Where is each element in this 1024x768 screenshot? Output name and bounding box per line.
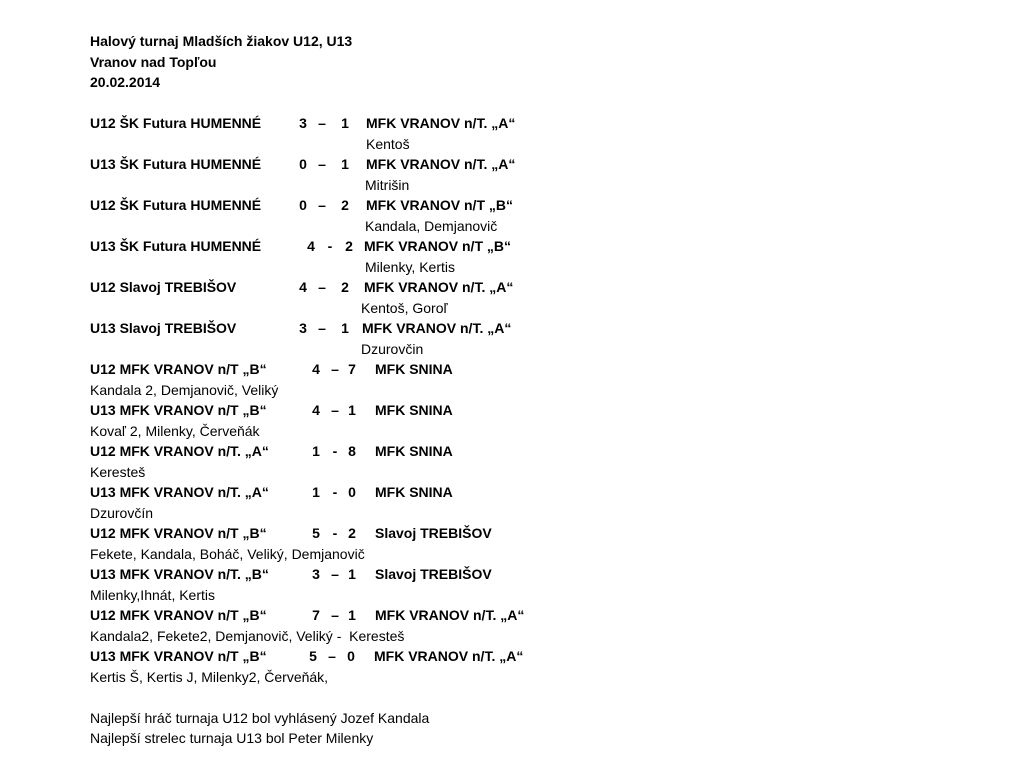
tournament-place: Vranov nad Topľou bbox=[90, 53, 217, 70]
score-separator: – bbox=[318, 197, 326, 213]
match-row bbox=[90, 277, 790, 298]
match-row bbox=[90, 359, 790, 380]
home-team: U13 MFK VRANOV n/T „B“ bbox=[90, 402, 267, 418]
scorers-text: Milenky, Kertis bbox=[365, 258, 455, 275]
home-score: 4 bbox=[312, 361, 320, 377]
away-score: 2 bbox=[341, 279, 349, 295]
match-row bbox=[90, 564, 790, 585]
best-player-line: Najlepší hráč turnaja U12 bol vyhlásený Jozef Kandala bbox=[90, 709, 430, 726]
match-row bbox=[90, 441, 790, 462]
home-score: 3 bbox=[299, 320, 307, 336]
away-team: MFK SNINA bbox=[375, 402, 453, 418]
scorers-line bbox=[90, 216, 790, 237]
home-score: 4 bbox=[312, 402, 320, 418]
scorers-text: Kandala2, Fekete2, Demjanovič, Veliký - Keresteš bbox=[90, 627, 405, 644]
scorers-text: Kandala, Demjanovič bbox=[365, 217, 498, 234]
away-score: 1 bbox=[348, 402, 356, 418]
score-separator: – bbox=[318, 320, 326, 336]
match-row bbox=[90, 195, 790, 216]
scorers-line bbox=[90, 462, 790, 483]
scorers-text: Milenky,Ihnát, Kertis bbox=[90, 586, 216, 603]
score-separator: - bbox=[332, 443, 338, 459]
away-team: MFK VRANOV n/T. „A“ bbox=[366, 156, 516, 172]
away-score: 0 bbox=[348, 484, 356, 500]
score-separator: – bbox=[331, 402, 339, 418]
home-score: 5 bbox=[309, 648, 317, 664]
score-separator: – bbox=[331, 566, 339, 582]
away-score: 1 bbox=[348, 566, 356, 582]
home-team: U13 ŠK Futura HUMENNÉ bbox=[90, 238, 262, 254]
score-separator: - bbox=[332, 484, 338, 500]
away-team: Slavoj TREBIŠOV bbox=[375, 566, 492, 582]
home-team: U12 MFK VRANOV n/T „B“ bbox=[90, 607, 267, 623]
home-score: 7 bbox=[312, 607, 320, 623]
home-team: U13 MFK VRANOV n/T „B“ bbox=[90, 648, 267, 664]
scorers-line bbox=[90, 134, 790, 155]
document bbox=[90, 31, 790, 749]
scorers-line bbox=[90, 626, 790, 647]
match-row bbox=[90, 523, 790, 544]
away-team: Slavoj TREBIŠOV bbox=[375, 525, 492, 541]
home-team: U13 MFK VRANOV n/T. „B“ bbox=[90, 566, 269, 582]
home-score: 3 bbox=[299, 115, 307, 131]
home-team: U13 Slavoj TREBIŠOV bbox=[90, 320, 237, 336]
score-separator: – bbox=[328, 648, 336, 664]
away-team: MFK VRANOV n/T. „A“ bbox=[362, 320, 512, 336]
away-team: MFK SNINA bbox=[375, 484, 453, 500]
home-score: 4 bbox=[299, 279, 307, 295]
home-score: 4 bbox=[307, 238, 315, 254]
away-team: MFK VRANOV n/T. „A“ bbox=[366, 115, 516, 131]
scorers-line bbox=[90, 503, 790, 524]
score-separator: – bbox=[331, 607, 339, 623]
score-separator: - bbox=[327, 238, 333, 254]
tournament-title: Halový turnaj Mladších žiakov U12, U13 bbox=[90, 33, 353, 49]
spacer bbox=[90, 687, 790, 708]
home-team: U13 ŠK Futura HUMENNÉ bbox=[90, 156, 262, 172]
away-score: 7 bbox=[348, 361, 356, 377]
tournament-date: 20.02.2014 bbox=[90, 74, 161, 90]
match-row bbox=[90, 236, 790, 257]
scorers-text: Kentoš, Goroľ bbox=[361, 299, 448, 316]
away-score: 2 bbox=[341, 197, 349, 213]
match-row bbox=[90, 113, 790, 134]
scorers-text: Fekete, Kandala, Boháč, Veliký, Demjanovič bbox=[90, 545, 365, 562]
scorers-text: Dzurovčín bbox=[90, 504, 154, 521]
home-team: U12 MFK VRANOV n/T „B“ bbox=[90, 361, 267, 377]
away-score: 2 bbox=[348, 525, 356, 541]
away-team: MFK SNINA bbox=[375, 443, 453, 459]
match-row bbox=[90, 482, 790, 503]
away-score: 1 bbox=[341, 115, 349, 131]
away-score: 1 bbox=[341, 156, 349, 172]
home-team: U12 MFK VRANOV n/T „B“ bbox=[90, 525, 267, 541]
home-team: U12 ŠK Futura HUMENNÉ bbox=[90, 115, 262, 131]
match-row bbox=[90, 605, 790, 626]
away-team: MFK VRANOV n/T. „A“ bbox=[364, 279, 514, 295]
scorers-line bbox=[90, 175, 790, 196]
away-team: MFK SNINA bbox=[375, 361, 453, 377]
home-team: U12 ŠK Futura HUMENNÉ bbox=[90, 197, 262, 213]
away-team: MFK VRANOV n/T „B“ bbox=[364, 238, 511, 254]
home-score: 1 bbox=[312, 484, 320, 500]
home-score: 0 bbox=[299, 197, 307, 213]
away-team: MFK VRANOV n/T. „A“ bbox=[375, 607, 525, 623]
match-row bbox=[90, 400, 790, 421]
home-team: U12 MFK VRANOV n/T. „A“ bbox=[90, 443, 269, 459]
home-score: 1 bbox=[312, 443, 320, 459]
scorers-text: Dzurovčin bbox=[361, 340, 424, 357]
match-row bbox=[90, 154, 790, 175]
score-separator: – bbox=[331, 361, 339, 377]
away-team: MFK VRANOV n/T „B“ bbox=[366, 197, 513, 213]
spacer bbox=[90, 93, 790, 114]
scorers-line bbox=[90, 585, 790, 606]
score-separator: - bbox=[332, 525, 338, 541]
away-score: 1 bbox=[348, 607, 356, 623]
scorers-text: Mitrišin bbox=[365, 176, 410, 193]
home-score: 0 bbox=[299, 156, 307, 172]
scorers-text: Kentoš bbox=[366, 135, 410, 152]
away-score: 8 bbox=[348, 443, 356, 459]
away-score: 2 bbox=[345, 238, 353, 254]
scorers-line bbox=[90, 298, 790, 319]
score-separator: – bbox=[318, 156, 326, 172]
scorers-line bbox=[90, 544, 790, 565]
scorers-text: Kovaľ 2, Milenky, Červeňák bbox=[90, 422, 260, 439]
scorers-text: Kertis Š, Kertis J, Milenky2, Červeňák, bbox=[90, 668, 329, 685]
scorers-line bbox=[90, 421, 790, 442]
scorers-text: Keresteš bbox=[90, 463, 146, 480]
results-list bbox=[90, 113, 790, 687]
away-score: 1 bbox=[341, 320, 349, 336]
scorers-line bbox=[90, 380, 790, 401]
home-team: U12 Slavoj TREBIŠOV bbox=[90, 279, 237, 295]
scorers-text: Kandala 2, Demjanovič, Veliký bbox=[90, 381, 279, 398]
scorers-line bbox=[90, 339, 790, 360]
best-scorer-line: Najlepší strelec turnaja U13 bol Peter Milenky bbox=[90, 730, 374, 746]
match-row bbox=[90, 646, 790, 667]
home-team: U13 MFK VRANOV n/T. „A“ bbox=[90, 484, 269, 500]
match-row bbox=[90, 318, 790, 339]
home-score: 3 bbox=[312, 566, 320, 582]
score-separator: – bbox=[318, 115, 326, 131]
away-score: 0 bbox=[347, 648, 355, 664]
score-separator: – bbox=[318, 279, 326, 295]
home-score: 5 bbox=[312, 525, 320, 541]
scorers-line bbox=[90, 667, 790, 688]
away-team: MFK VRANOV n/T. „A“ bbox=[374, 648, 524, 664]
scorers-line bbox=[90, 257, 790, 278]
